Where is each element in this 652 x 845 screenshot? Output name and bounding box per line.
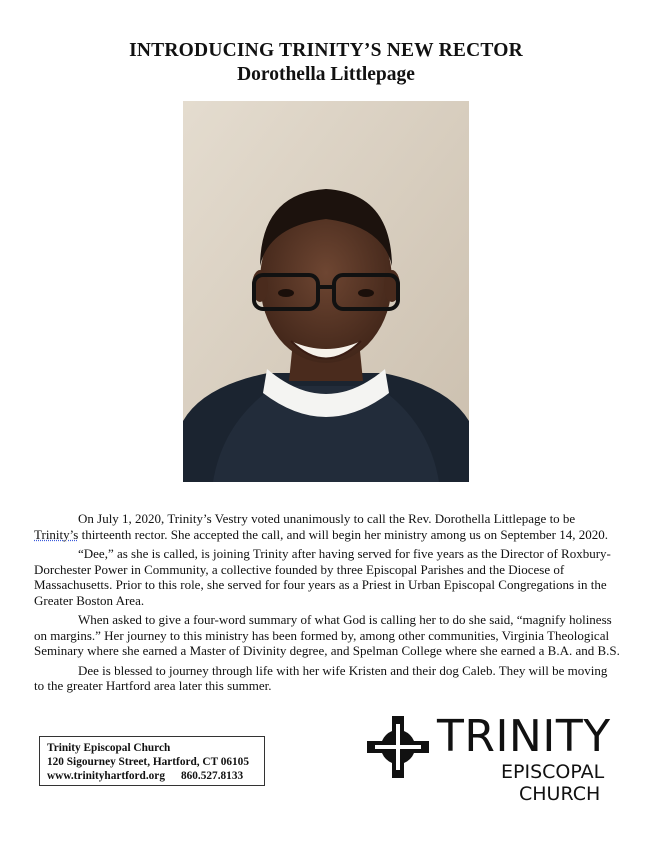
church-name: Trinity Episcopal Church: [47, 742, 171, 754]
page-subtitle: Dorothella Littlepage: [237, 64, 415, 85]
paragraph-1-trinity: Trinity’s: [34, 526, 79, 542]
page-title: INTRODUCING TRINITY’S NEW RECTOR: [129, 40, 523, 61]
paragraph-1-end: thirteenth rector. She accepted the call, and will begin her ministry among us on September 14, 2020.: [78, 526, 608, 542]
logo-episcopal: EPISCOPAL: [501, 761, 605, 783]
paragraph-1-start: On July 1, 2020, Trinity’s Vestry voted unanimously to call the Rev. Dorothella Littlepage to be: [78, 511, 576, 526]
portrait-illustration: [183, 101, 469, 482]
trinity-logo: [365, 712, 620, 812]
portrait-photo: [183, 101, 469, 482]
paragraph-4: Dee is blessed to journey through life with her wife Kristen and their dog Caleb. They will be moving to the greater Hartford area later this summer.: [34, 662, 608, 693]
paragraph-1: [34, 511, 620, 542]
church-address: 120 Sigourney Street, Hartford, CT 06105: [47, 756, 249, 768]
paragraph-3: When asked to give a four-word summary of what God is calling her to do she said, “magnify holiness on margins.” Her journey to this ministry has been formed by, among other communities, Virginia Theological Seminary where she earned a Master of Divinity degree, and Spelman College where she earned a B.A. and B.S.: [34, 612, 620, 658]
logo-church: CHURCH: [519, 783, 601, 805]
church-phone: 860.527.8133: [180, 770, 244, 782]
cross-icon: [367, 716, 429, 778]
contact-line: [47, 769, 264, 783]
logo-word: TRINITY: [437, 711, 611, 762]
paragraph-2: “Dee,” as she is called, is joining Trinity after having served for five years as the Director of Roxbury-Dorchester Power in Community, a collective founded by three Episcopal Parishes and the Diocese of Massachusetts. Prior to this role, she served for four years as a Priest in Urban Episcopal Congregations in the Greater Boston Area.: [34, 546, 611, 608]
church-website[interactable]: www.trinityhartford.org: [47, 770, 165, 782]
contact-box: [39, 736, 265, 786]
article-body: [34, 511, 620, 698]
